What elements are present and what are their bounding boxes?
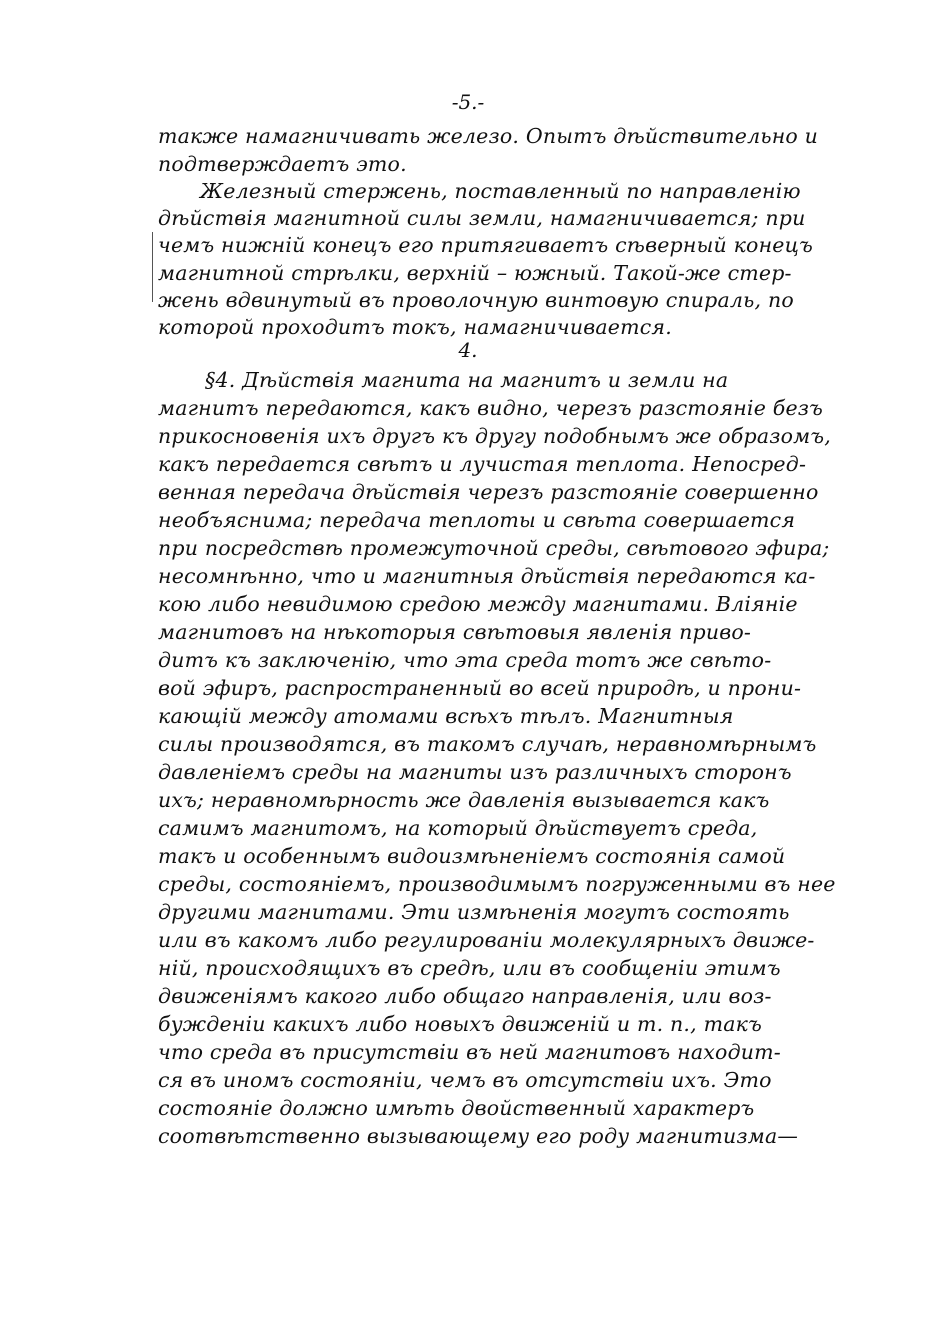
- text-line: магнитной стрѣлки, верхній – южный. Такой-же стер-: [158, 261, 792, 285]
- text-line: кающій между атомами всѣхъ тѣлъ. Магнитныя: [158, 704, 734, 728]
- text-line: Железный стержень, поставленный по направленію: [200, 179, 801, 203]
- text-line: соотвѣтственно вызывающему его роду магнитизма—: [158, 1124, 799, 1148]
- text-line: §4. Дѣйствія магнита на магнитъ и земли на: [205, 368, 729, 392]
- text-line: ній, происходящихъ въ средѣ, или въ сообщеніи этимъ: [158, 956, 781, 980]
- text-line: вой эфиръ, распространенный во всей природѣ, и прони-: [158, 676, 802, 700]
- text-line: которой проходитъ токъ, намагничивается.: [158, 315, 672, 339]
- text-line: дитъ къ заключенію, что эта среда тотъ же свѣто-: [158, 648, 772, 672]
- margin-mark: [152, 288, 153, 302]
- text-line: при посредствѣ промежуточной среды, свѣтового эфира;: [158, 536, 830, 560]
- text-line: магнитъ передаются, какъ видно, черезъ разстояніе безъ: [158, 396, 824, 420]
- text-line: среды, состояніемъ, производимымъ погруженными въ нее: [158, 872, 836, 896]
- text-line: чемъ нижній конецъ его притягиваетъ сѣверный конецъ: [158, 233, 813, 257]
- text-line: другими магнитами. Эти измѣненія могутъ состоять: [158, 900, 790, 924]
- text-line: ихъ; неравномѣрность же давленія вызывается какъ: [158, 788, 770, 812]
- text-line: ся въ иномъ состояніи, чемъ въ отсутствіи ихъ. Это: [158, 1068, 772, 1092]
- text-line: магнитовъ на нѣкоторыя свѣтовыя явленія приво-: [158, 620, 752, 644]
- text-line: подтверждаетъ это.: [158, 152, 407, 176]
- text-line: движеніямъ какого либо общаго направленія, или воз-: [158, 984, 772, 1008]
- text-line: необъяснима; передача теплоты и свѣта совершается: [158, 508, 796, 532]
- text-line: несомнѣнно, что и магнитныя дѣйствія передаются ка-: [158, 564, 816, 588]
- text-line: или въ какомъ либо регулированіи молекулярныхъ движе-: [158, 928, 815, 952]
- text-line: дѣйствія магнитной силы земли, намагничивается; при: [158, 206, 806, 230]
- text-line: силы производятся, въ такомъ случаѣ, неравномѣрнымъ: [158, 732, 817, 756]
- text-line: что среда въ присутствіи въ ней магнитовъ находит-: [158, 1040, 781, 1064]
- margin-mark: [152, 232, 153, 294]
- text-line: такъ и особеннымъ видоизмѣненіемъ состоянія самой: [158, 844, 786, 868]
- text-line: самимъ магнитомъ, на который дѣйствуетъ среда,: [158, 816, 758, 840]
- text-line: состояніе должно имѣть двойственный характеръ: [158, 1096, 755, 1120]
- text-line: также намагничивать железо. Опытъ дѣйствительно и: [158, 124, 819, 148]
- text-line: жень вдвинутый въ проволочную винтовую спираль, по: [158, 288, 794, 312]
- page-number: -5.-: [451, 90, 485, 114]
- text-line: давленіемъ среды на магниты изъ различныхъ сторонъ: [158, 760, 792, 784]
- section-marker: 4.: [458, 338, 478, 362]
- text-line: венная передача дѣйствія черезъ разстояніе совершенно: [158, 480, 819, 504]
- text-line: прикосновенія ихъ другъ къ другу подобнымъ же образомъ,: [158, 424, 831, 448]
- text-line: бужденіи какихъ либо новыхъ движеній и т. п., такъ: [158, 1012, 762, 1036]
- text-line: кою либо невидимою средою между магнитами. Вліяніе: [158, 592, 798, 616]
- text-line: какъ передается свѣтъ и лучистая теплота. Непосред-: [158, 452, 807, 476]
